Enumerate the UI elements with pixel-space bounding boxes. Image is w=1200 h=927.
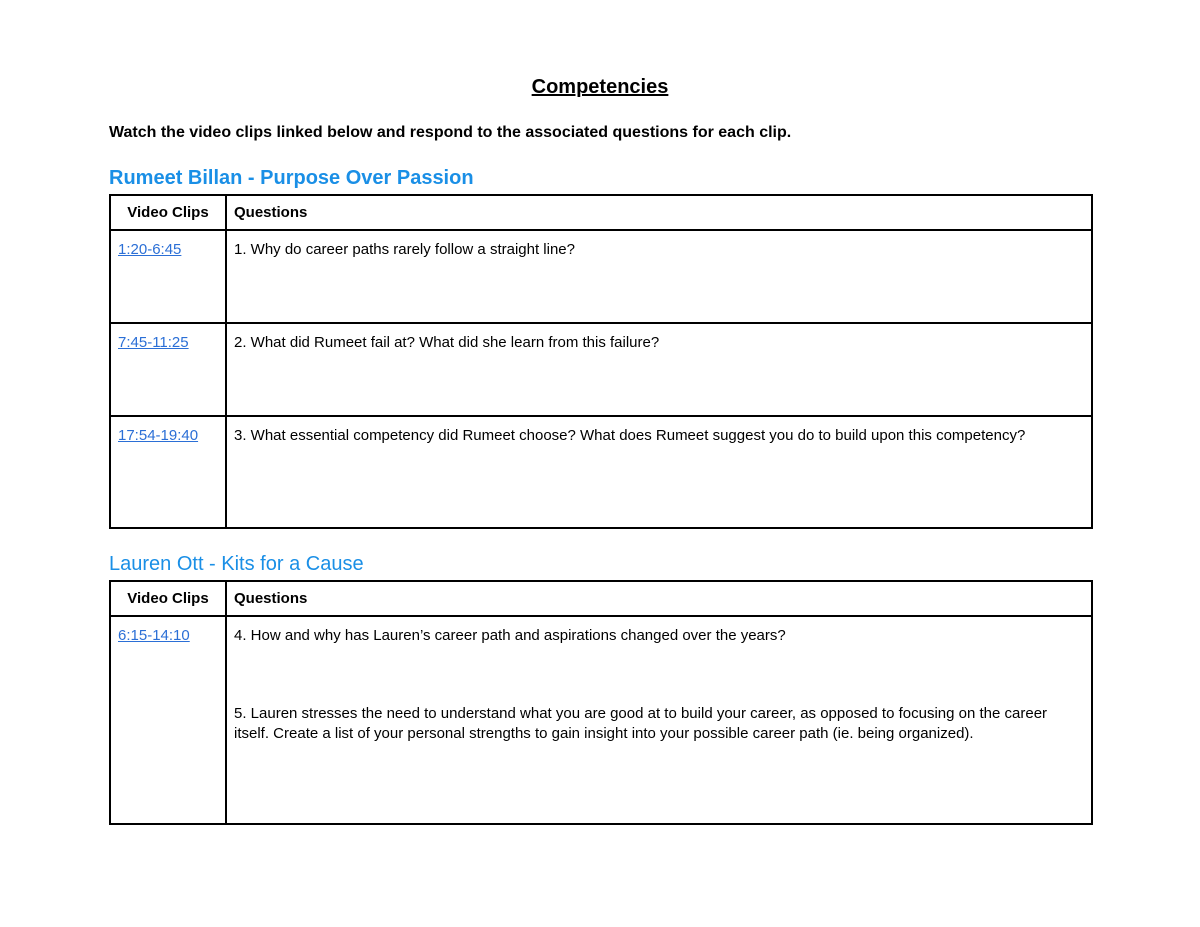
table-row [110, 230, 1092, 323]
clip-cell [110, 616, 226, 824]
table-row [110, 616, 1092, 824]
header-questions: Questions [226, 581, 1092, 616]
instructions-text: Watch the video clips linked below and respond to the associated questions for each clip. [109, 124, 792, 141]
table-row [110, 416, 1092, 528]
question-4: 4. How and why has Lauren’s career path and aspirations changed over the years? [234, 627, 786, 644]
section-heading-lauren-ott: Lauren Ott - Kits for a Cause [109, 553, 364, 575]
clip-link-4[interactable]: 6:15-14:10 [118, 627, 190, 644]
question-2: 2. What did Rumeet fail at? What did she learn from this failure? [234, 334, 660, 351]
clip-cell [110, 230, 226, 323]
clip-link-3[interactable]: 17:54-19:40 [118, 427, 199, 444]
answer-space [234, 646, 1084, 704]
question-cell [226, 323, 1092, 416]
question-3: 3. What essential competency did Rumeet choose? What does Rumeet suggest you do to build upon this competency? [234, 427, 1026, 444]
table-row [110, 323, 1092, 416]
table-header-row [110, 195, 1092, 230]
clip-link-2[interactable]: 7:45-11:25 [118, 334, 189, 351]
clip-cell [110, 323, 226, 416]
page-title: Competencies [531, 76, 669, 98]
clips-table-lauren-ott [109, 580, 1093, 825]
clip-cell [110, 416, 226, 528]
section-heading-rumeet-billan: Rumeet Billan - Purpose Over Passion [109, 167, 474, 189]
question-cell [226, 230, 1092, 323]
question-cell [226, 616, 1092, 824]
question-cell [226, 416, 1092, 528]
clips-table-rumeet-billan [109, 194, 1093, 529]
header-video-clips: Video Clips [110, 581, 226, 616]
question-1: 1. Why do career paths rarely follow a straight line? [234, 241, 575, 258]
question-5: 5. Lauren stresses the need to understand what you are good at to build your career, as opposed to focusing on the career itself. Create a list of your personal strengths to gain insight into your possible career path (ie. being organized). [234, 705, 1048, 742]
clip-link-1[interactable]: 1:20-6:45 [118, 241, 182, 258]
header-questions: Questions [226, 195, 1092, 230]
table-header-row [110, 581, 1092, 616]
header-video-clips: Video Clips [110, 195, 226, 230]
